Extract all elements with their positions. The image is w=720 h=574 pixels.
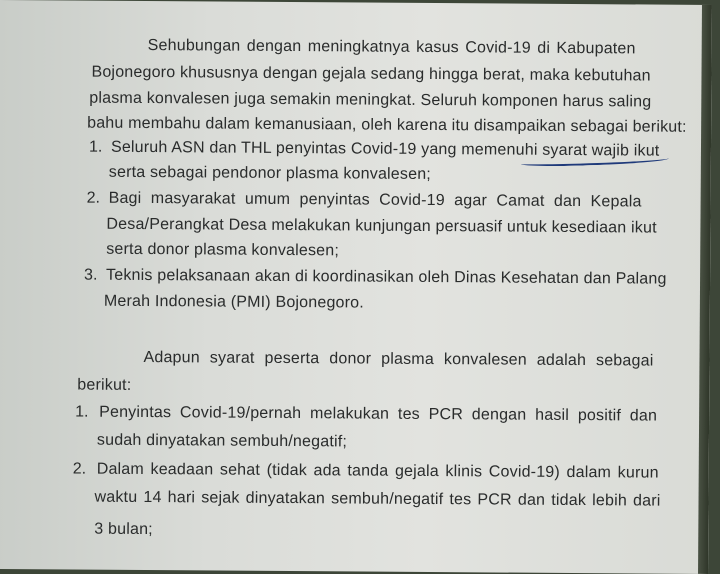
list-number: 3. <box>84 266 98 284</box>
text-line: Bagi masyarakat umum penyintas Covid-19 agar Camat dan Kepala <box>108 189 642 211</box>
text-line: Desa/Perangkat Desa melakukan kunjungan persuasif untuk kesediaan ikut <box>106 215 657 237</box>
text-line: Dalam keadaan sehat (tidak ada tanda gejala klinis Covid-19) dalam kurun <box>96 460 659 482</box>
text-line: Penyintas Covid-19/pernah melakukan tes PCR dengan hasil positif dan <box>99 403 658 425</box>
list-number: 1. <box>75 403 89 421</box>
text-line: Teknis pelaksanaan akan di koordinasikan oleh Dinas Kesehatan dan Palang <box>106 266 667 288</box>
text-line: Sehubungan dengan meningkatnya kasus Covid-19 di Kabupaten <box>147 37 636 58</box>
list-number: 1. <box>88 138 103 156</box>
list-number: 2. <box>72 460 87 478</box>
text-line: Bojonegoro khususnya dengan gejala sedang hingga berat, maka kebutuhan <box>91 63 651 85</box>
page-edge-shadow <box>698 5 712 574</box>
intro-paragraph <box>0 0 712 136</box>
text-line: Seluruh ASN dan THL penyintas Covid-19 yang memenuhi syarat wajib ikut <box>110 138 660 160</box>
text-line: sudah dinyatakan sembuh/negatif; <box>96 431 348 451</box>
text-line: plasma konvalesen juga semakin meningkat. Seluruh komponen harus saling <box>89 89 652 111</box>
text-line: berikut: <box>77 376 132 394</box>
text-line: serta donor plasma konvalesen; <box>106 240 340 260</box>
text-line: Adapun syarat peserta donor plasma konvalesen adalah sebagai <box>143 349 654 370</box>
text-line: waktu 14 hari sejak dinyatakan sembuh/negatif tes PCR dan tidak lebih dari <box>94 488 661 510</box>
text-line: serta sebagai pendonor plasma konvalesen; <box>108 163 432 184</box>
text-line: Merah Indonesia (PMI) Bojonegoro. <box>103 292 365 312</box>
text-line: 3 bulan; <box>94 520 153 539</box>
text-line: bahu membahu dalam kemanusiaan, oleh karena itu disampaikan sebagai berikut: <box>87 114 687 136</box>
list-number: 2. <box>86 189 101 207</box>
